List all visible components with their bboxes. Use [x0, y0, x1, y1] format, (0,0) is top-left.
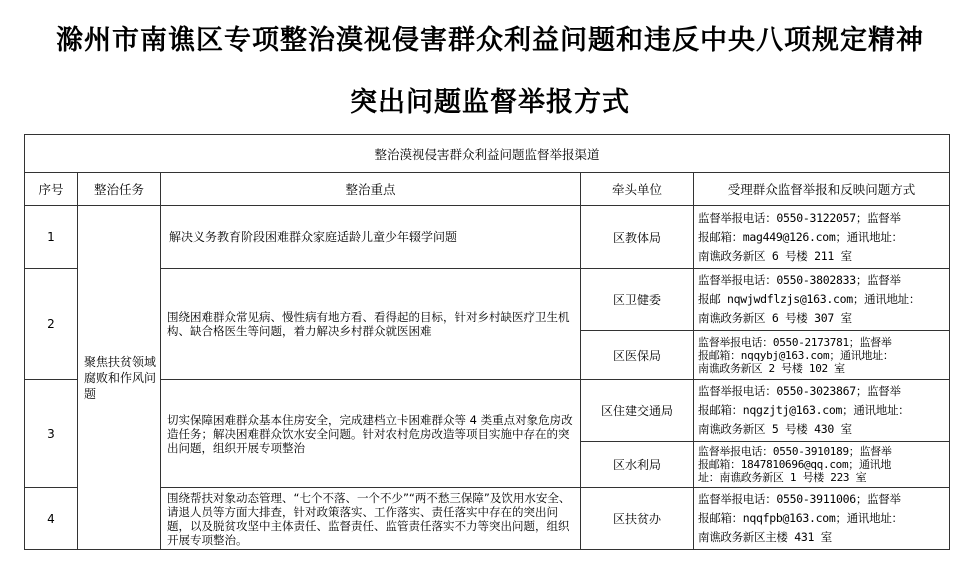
- contact-line: 报邮箱：nqqybj@163.com；通讯地址：: [698, 348, 894, 362]
- table-caption: 整治漠视侵害群众利益问题监督举报渠道: [25, 135, 950, 173]
- contact-cell: [694, 206, 950, 269]
- lead-unit: 区水利局: [581, 442, 694, 488]
- lead-unit: 区教体局: [581, 206, 694, 269]
- page-title-line1: 滁州市南谯区专项整治漠视侵害群众利益问题和违反中央八项规定精神: [56, 25, 924, 56]
- header-contact: 受理群众监督举报和反映问题方式: [694, 173, 950, 206]
- contact-line: 址：南谯政务新区 1 号楼 223 室: [698, 471, 867, 484]
- contact-line: 南谯政务新区主楼 431 室: [698, 530, 832, 544]
- contact-line: 监督举报电话：0550-3802833；监督举: [698, 273, 901, 287]
- contact-line: 南谯政务新区 5 号楼 430 室: [698, 422, 852, 436]
- contact-cell: [694, 331, 950, 380]
- row-no: 1: [25, 206, 78, 269]
- contact-line: 监督举报电话：0550-3023867；监督举: [698, 384, 901, 398]
- contact-cell: [694, 488, 950, 550]
- lead-unit: 区住建交通局: [581, 380, 694, 442]
- table-row: [25, 269, 950, 331]
- page-title-line2: 突出问题监督举报方式: [350, 87, 630, 118]
- focus-cell: 切实保障困难群众基本住房安全，完成建档立卡困难群众等 4 类重点对象危房改造任务；解决困难群众饮水安全问题。针对农村危房改造等项目实施中存在的突出问题，组织开展专项整治: [161, 380, 581, 488]
- table-row: [25, 206, 950, 269]
- contact-line: 监督举报电话：0550-3910189；监督举: [698, 445, 892, 458]
- contact-line: 报邮箱：mag449@126.com；通讯地址：: [698, 229, 903, 244]
- focus-cell: 解决义务教育阶段困难群众家庭适龄儿童少年辍学问题: [161, 206, 581, 269]
- header-task: 整治任务: [78, 173, 161, 206]
- lead-unit: 区医保局: [581, 331, 694, 380]
- contact-cell: [694, 269, 950, 331]
- header-unit: 牵头单位: [581, 173, 694, 206]
- contact-line: 报邮箱：nqqfpb@163.com；通讯地址：: [698, 511, 903, 525]
- table-row: [25, 380, 950, 442]
- contact-line: 南谯政务新区 2 号楼 102 室: [698, 361, 845, 375]
- lead-unit: 区卫健委: [581, 269, 694, 331]
- contact-line: 报邮箱：1847810696@qq.com；通讯地: [698, 458, 892, 471]
- task-cell: 聚焦扶贫领域腐败和作风问题: [78, 206, 161, 550]
- contact-cell: [694, 380, 950, 442]
- contact-line: 报邮箱：nqgzjtj@163.com；通讯地址：: [698, 403, 910, 417]
- contact-line: 报邮 nqwjwdflzjs@163.com；通讯地址：: [698, 292, 921, 306]
- header-no: 序号: [25, 173, 78, 206]
- focus-cell: 围绕帮扶对象动态管理、“七个不落、一个不少”“两不愁三保障”及饮用水安全、请退人员等方面大排查，针对政策落实、工作落实、责任落实中存在的突出问题，以及脱贫攻坚中主体责任、监督责任、监管责任落实不力等突出问题，组织开展专项整治。: [161, 488, 581, 550]
- contact-cell: [694, 442, 950, 488]
- contact-line: 监督举报电话：0550-2173781；监督举: [698, 335, 892, 349]
- contact-line: 南谯政务新区 6 号楼 307 室: [698, 311, 852, 325]
- lead-unit: 区扶贫办: [581, 488, 694, 550]
- report-channels-table: [24, 134, 950, 550]
- header-focus: 整治重点: [161, 173, 581, 206]
- row-no: 2: [25, 269, 78, 380]
- focus-cell: 围绕困难群众常见病、慢性病有地方看、看得起的目标，针对乡村缺医疗卫生机构、缺合格医生等问题，着力解决乡村群众就医困难: [161, 269, 581, 380]
- row-no: 3: [25, 380, 78, 488]
- contact-line: 监督举报电话：0550-3911006；监督举: [698, 492, 901, 506]
- table-row: [25, 488, 950, 550]
- contact-line: 南谯政务新区 6 号楼 211 室: [698, 248, 852, 263]
- row-no: 4: [25, 488, 78, 550]
- contact-line: 监督举报电话：0550-3122057；监督举: [698, 210, 901, 225]
